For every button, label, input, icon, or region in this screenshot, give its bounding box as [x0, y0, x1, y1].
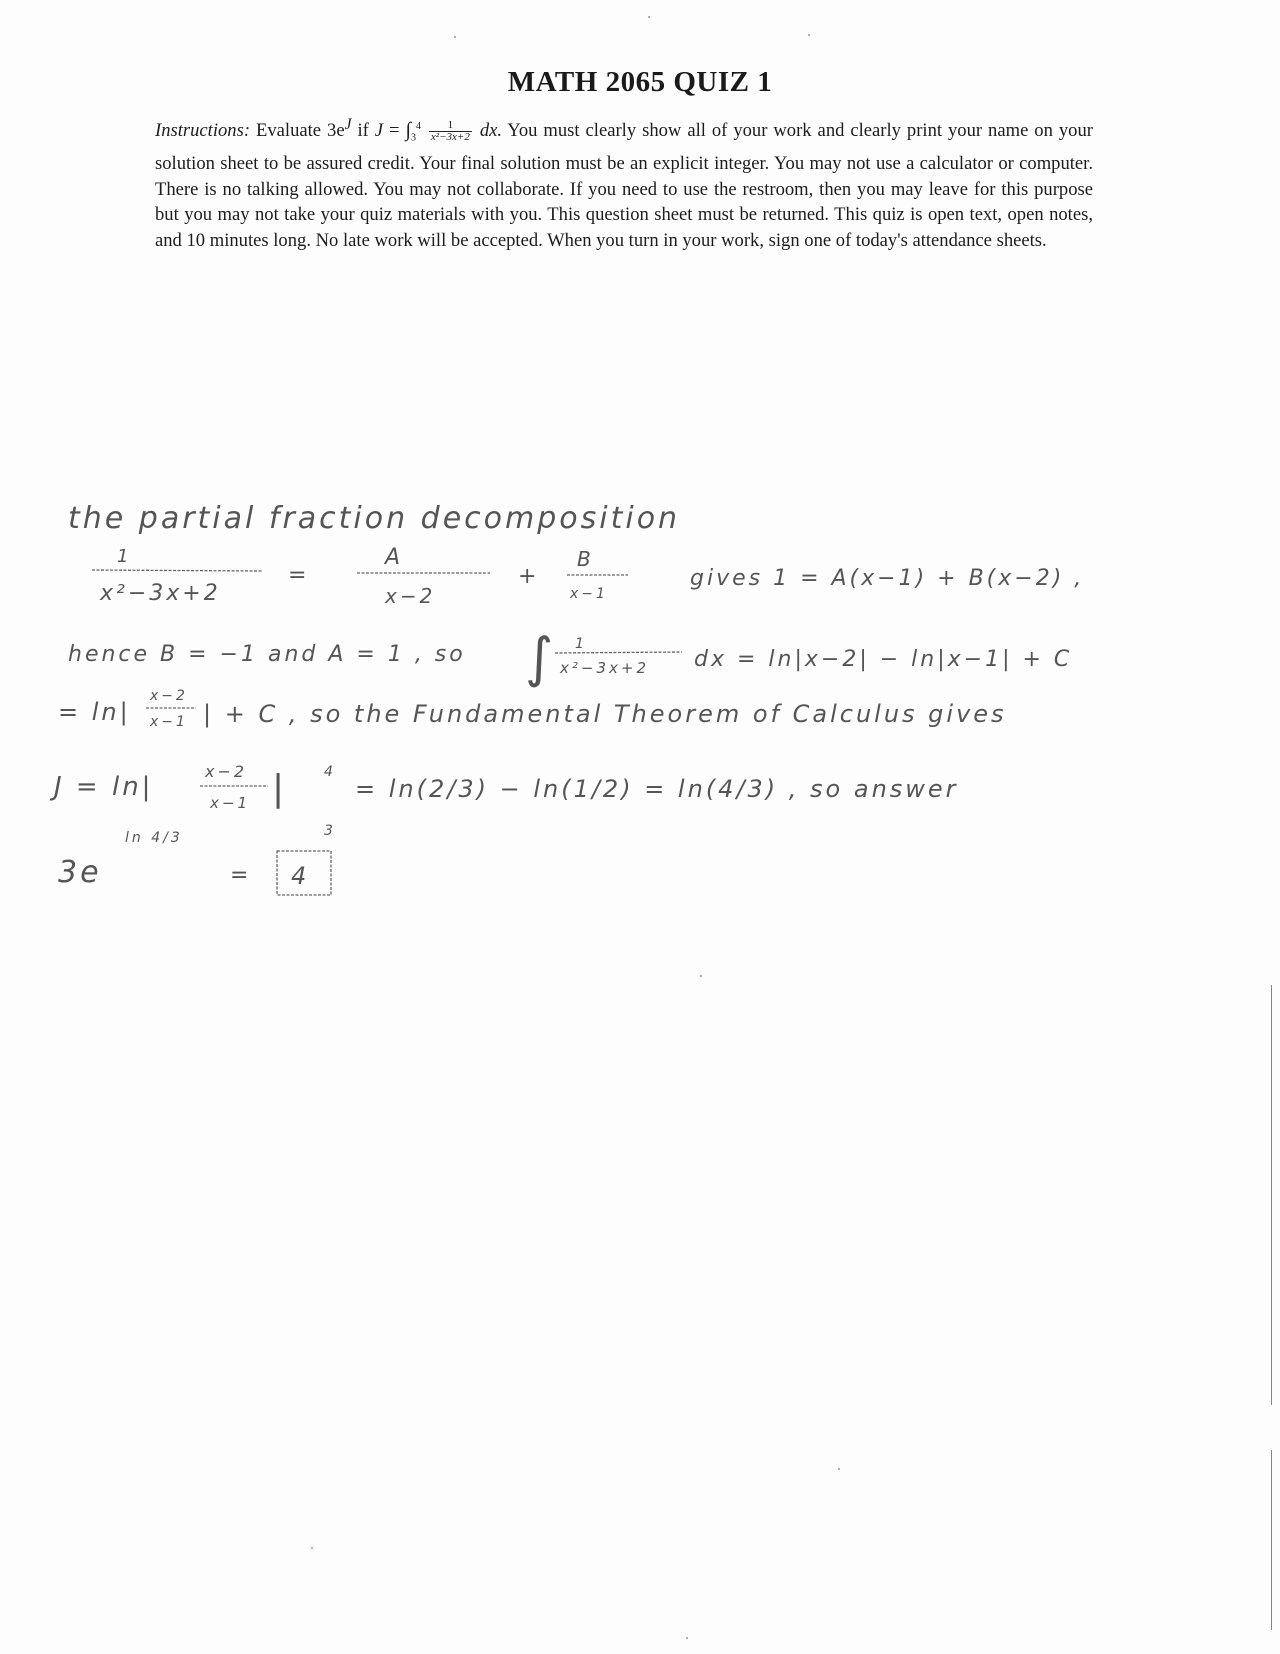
hw-line5-den: x−1: [210, 794, 250, 812]
page-title: MATH 2065 QUIZ 1: [507, 66, 773, 98]
if-word: if: [357, 120, 369, 142]
hw-line5: [49, 762, 959, 839]
differential: dx.: [479, 120, 503, 142]
hw-b-den: x−1: [570, 586, 608, 602]
hw-line2-tail: gives 1 = A(x−1) + B(x−2) ,: [690, 566, 1085, 591]
hw-integral-sign: ∫: [525, 626, 557, 689]
hw-line5-mid: = ln(2/3) − ln(1/2) = ln(4/3) , so answer: [355, 775, 959, 803]
hw-line4-den: x−1: [150, 714, 188, 730]
hw-line3-tail: dx = ln|x−2| − ln|x−1| + C: [694, 647, 1073, 672]
hw-answer: 4: [291, 862, 310, 890]
expression: $3e^J$: [327, 116, 352, 142]
scan-speck: [454, 36, 456, 38]
instructions-lead: Instructions:: [155, 120, 251, 142]
hw-a-den: x−2: [385, 584, 436, 608]
hw-line4-tail: | + C , so the Fundamental Theorem of Calculus gives: [203, 700, 1007, 728]
hw-eq: =: [288, 563, 310, 588]
hw-line4-head: = ln|: [58, 698, 131, 726]
hw-int-num: 1: [575, 636, 587, 652]
hw-line5-num: x−2: [205, 762, 248, 781]
hw-eval-bar: |: [272, 768, 288, 809]
scan-speck: [700, 975, 702, 977]
evaluate-word: Evaluate: [256, 120, 322, 142]
hw-lower-limit: 3: [324, 823, 336, 839]
hw-lhs-num: 1: [117, 546, 132, 567]
hw-power: ln 4/3: [125, 830, 183, 846]
scan-speck: [808, 34, 810, 36]
hw-line3: [68, 626, 1072, 689]
scan-edge-line: [1271, 1450, 1272, 1630]
hw-int-den: x²−3x+2: [560, 659, 649, 677]
hw-lhs-den: x²−3x+2: [100, 581, 221, 606]
instructions-body: You must clearly show all of your work and clearly print your name on your solution sheet to be assured credit. Your final solution must be an explicit integer. You may not use a calculator or computer. There is no talking allowed. You may not collaborate. If you need to use the restroom, then you may leave for this purpose but you may not take your quiz materials with you. This question sheet must be returned. This quiz is open text, open notes, and 10 minutes long. No late work will be accepted. When you turn in your work, sign one of today's attendance sheets.: [155, 120, 1093, 251]
hw-b-num: B: [577, 547, 594, 571]
scan-speck: [648, 16, 650, 18]
hw-a-num: A: [385, 545, 404, 570]
hw-line5-head: J = ln|: [54, 772, 154, 802]
hw-line4: [58, 688, 1007, 730]
scan-speck: [686, 1637, 688, 1639]
scan-edge-line: [1271, 985, 1272, 1405]
hw-int-bar: [555, 652, 682, 653]
hw-line6-eq: =: [230, 863, 252, 888]
j-symbol: J: [374, 120, 384, 142]
hw-plus: +: [518, 564, 540, 589]
hw-base: 3e: [58, 855, 102, 890]
equals-sign: =: [389, 120, 400, 142]
hw-lhs-bar: [92, 570, 262, 571]
scan-speck: [838, 1468, 840, 1470]
hw-line3-head: hence B = −1 and A = 1 , so: [68, 642, 466, 667]
hw-line1: the partial fraction decomposition: [68, 501, 681, 536]
hw-upper-limit: 4: [324, 764, 336, 780]
hw-line4-num: x−2: [150, 688, 188, 704]
integrand-fraction: $\frac{1}{\text{x²−3x+2}}$: [430, 119, 470, 144]
hw-line2: [92, 545, 1084, 608]
scan-speck: [311, 1547, 313, 1549]
integral: $\int_3^4$: [405, 119, 421, 144]
hw-line6: [58, 830, 331, 895]
